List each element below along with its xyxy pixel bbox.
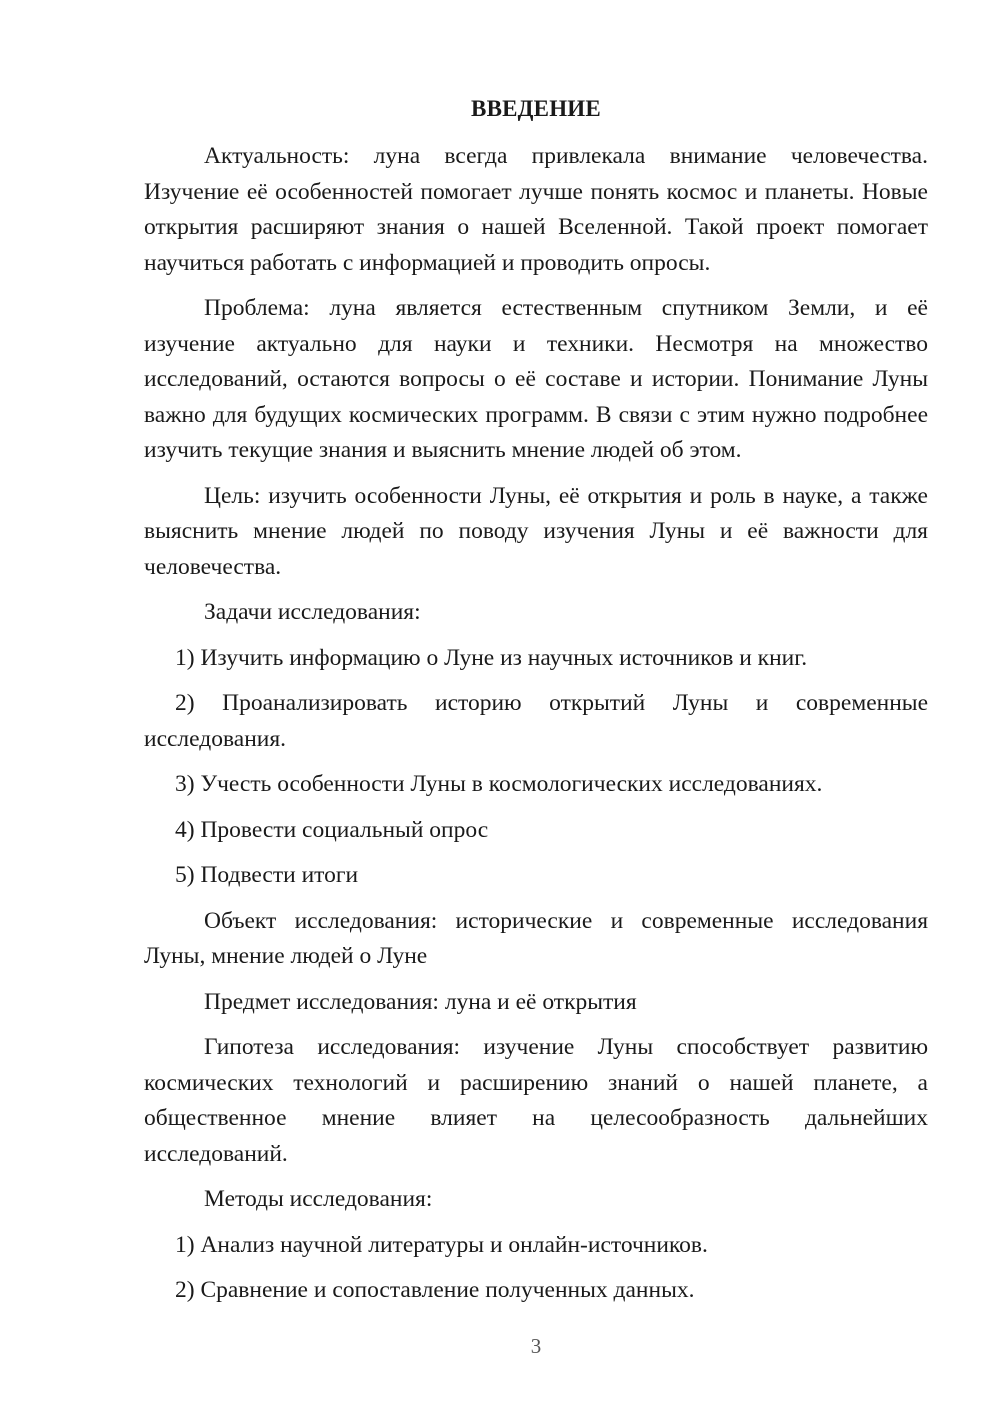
- paragraph-problem: Проблема: луна является естественным спутником Земли, и её изучение актуально для науки и техники. Несмотря на множество исследований, остаются вопросы о её составе и истории. Понимание Луны важно для будущих космических программ. В связи с этим нужно подробнее изучить текущие знания и выяснить мнение людей об этом.: [144, 295, 928, 463]
- page-number: 3: [530, 1334, 542, 1358]
- task-item-1: 1) Изучить информацию о Луне из научных источников и книг.: [175, 644, 808, 671]
- task-item-4: 4) Провести социальный опрос: [175, 816, 489, 843]
- paragraph-object: Объект исследования: исторические и современные исследования Луны, мнение людей о Луне: [144, 907, 928, 969]
- task-item-2: 2) Проанализировать историю открытий Луны и современные исследования.: [144, 690, 928, 752]
- method-item-1: 1) Анализ научной литературы и онлайн-источников.: [175, 1231, 708, 1258]
- paragraph-hypothesis: Гипотеза исследования: изучение Луны способствует развитию космических технологий и расширению знаний о нашей планете, а общественное мнение влияет на целесообразность дальнейших исследований.: [144, 1034, 928, 1167]
- method-item-2: 2) Сравнение и сопоставление полученных данных.: [175, 1277, 695, 1303]
- paragraph-goal: Цель: изучить особенности Луны, её открытия и роль в науке, а также выяснить мнение людей по поводу изучения Луны и её важности для человечества.: [144, 482, 928, 580]
- page-title: ВВЕДЕНИЕ: [471, 96, 601, 121]
- task-item-3: 3) Учесть особенности Луны в космологических исследованиях.: [175, 771, 823, 797]
- task-item-5: 5) Подвести итоги: [175, 862, 359, 888]
- paragraph-tasks-heading: Задачи исследования:: [204, 599, 421, 625]
- paragraph-subject: Предмет исследования: луна и её открытия: [204, 988, 637, 1015]
- paragraph-methods-heading: Методы исследования:: [204, 1186, 433, 1212]
- paragraph-relevance: Актуальность: луна всегда привлекала внимание человечества. Изучение её особенностей помогает лучше понять космос и планеты. Новые открытия расширяют знания о нашей Вселенной. Такой проект помогает научиться работать с информацией и проводить опросы.: [144, 143, 928, 276]
- document-body: [144, 139, 928, 1319]
